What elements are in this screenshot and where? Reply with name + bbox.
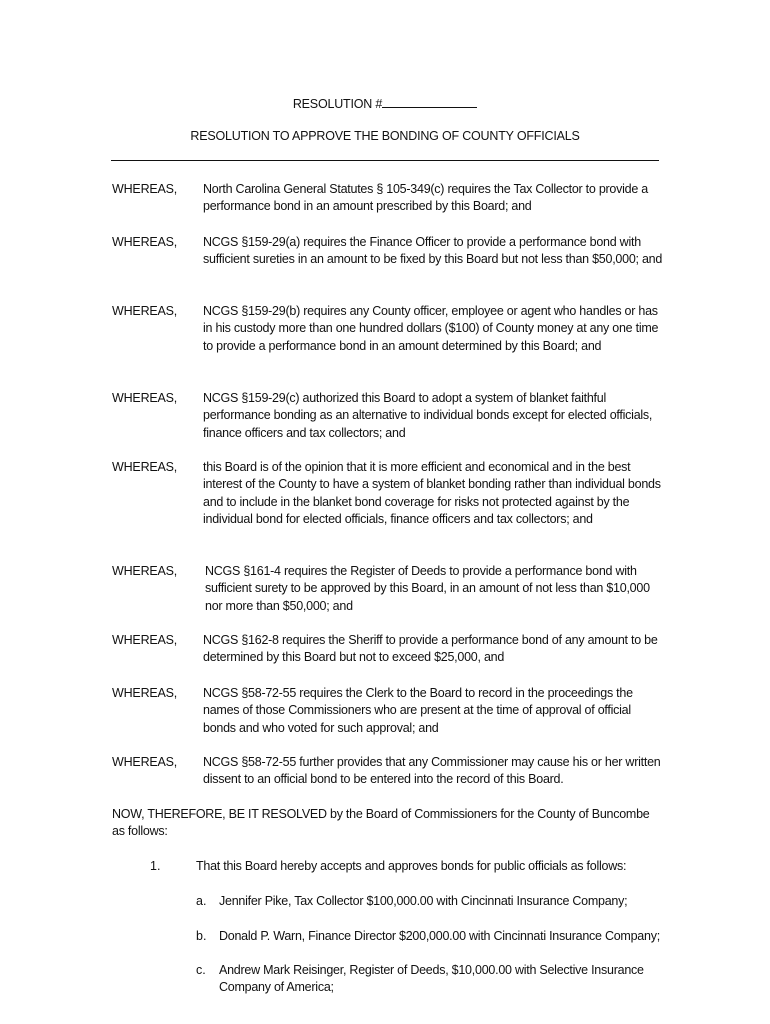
sub-item-text: Donald P. Warn, Finance Director $200,000.00 with Cincinnati Insurance Company;	[219, 929, 660, 943]
heading-divider	[111, 160, 659, 161]
sub-item-letter: b.	[196, 929, 207, 943]
whereas-text: NCGS §159-29(a) requires the Finance Officer to provide a performance bond with sufficient sureties in an amount to be fixed by this Board but not less than $50,000; and	[203, 235, 663, 267]
resolution-number-blank	[382, 95, 477, 108]
whereas-label: WHEREAS,	[112, 460, 178, 474]
whereas-text: NCGS §58-72-55 requires the Clerk to the Board to record in the proceedings the names of those Commissioners who are present at the time of approval of official bonds and who voted for such approval; and	[203, 686, 633, 735]
whereas-label: WHEREAS,	[112, 633, 178, 647]
whereas-label: WHEREAS,	[112, 755, 178, 769]
item-text: That this Board hereby accepts and approves bonds for public officials as follows:	[196, 859, 627, 873]
resolution-number-heading	[0, 95, 770, 113]
resolved-statement: NOW, THEREFORE, BE IT RESOLVED by the Board of Commissioners for the County of Buncombe as follows:	[112, 807, 650, 839]
resolution-subtitle: RESOLUTION TO APPROVE THE BONDING OF COUNTY OFFICIALS	[190, 129, 580, 143]
whereas-text: NCGS §58-72-55 further provides that any Commissioner may cause his or her written dissent to an official bond to be entered into the record of this Board.	[203, 755, 661, 787]
whereas-text: NCGS §159-29(c) authorized this Board to adopt a system of blanket faithful performance bonding as an alternative to individual bonds except for elected officials, finance officers and tax collectors; and	[203, 391, 653, 440]
sub-item-text: Jennifer Pike, Tax Collector $100,000.00 with Cincinnati Insurance Company;	[219, 894, 628, 908]
whereas-text: NCGS §159-29(b) requires any County officer, employee or agent who handles or has in his custody more than one hundred dollars ($100) of County money at any one time to provide a performance bond in an amount determined by this Board; and	[203, 304, 659, 353]
item-number: 1.	[150, 859, 161, 873]
sub-item-letter: c.	[196, 963, 206, 977]
whereas-text: NCGS §162-8 requires the Sheriff to provide a performance bond of any amount to be determined by this Board but not to exceed $25,000, and	[203, 633, 658, 665]
whereas-text: North Carolina General Statutes § 105-349(c) requires the Tax Collector to provide a performance bond in an amount prescribed by this Board; and	[203, 182, 648, 214]
whereas-label: WHEREAS,	[112, 235, 178, 249]
whereas-label: WHEREAS,	[112, 686, 178, 700]
whereas-label: WHEREAS,	[112, 391, 178, 405]
whereas-label: WHEREAS,	[112, 564, 178, 578]
sub-item-letter: a.	[196, 894, 207, 908]
whereas-label: WHEREAS,	[112, 304, 178, 318]
sub-item-text: Andrew Mark Reisinger, Register of Deeds, $10,000.00 with Selective Insurance Company of America;	[219, 963, 644, 995]
resolution-number-label: RESOLUTION #	[292, 97, 383, 111]
whereas-text: this Board is of the opinion that it is more efficient and economical and in the best interest of the County to have a system of blanket bonding rather than individual bonds and to include in the blanket bond coverage for risks not protected against by the individual bond for elected officials, finance officers and tax collectors; and	[203, 460, 661, 527]
whereas-label: WHEREAS,	[112, 182, 178, 196]
whereas-text: NCGS §161-4 requires the Register of Deeds to provide a performance bond with sufficient surety to be approved by this Board, in an amount of not less than $10,000 nor more than $50,000; and	[205, 564, 650, 613]
